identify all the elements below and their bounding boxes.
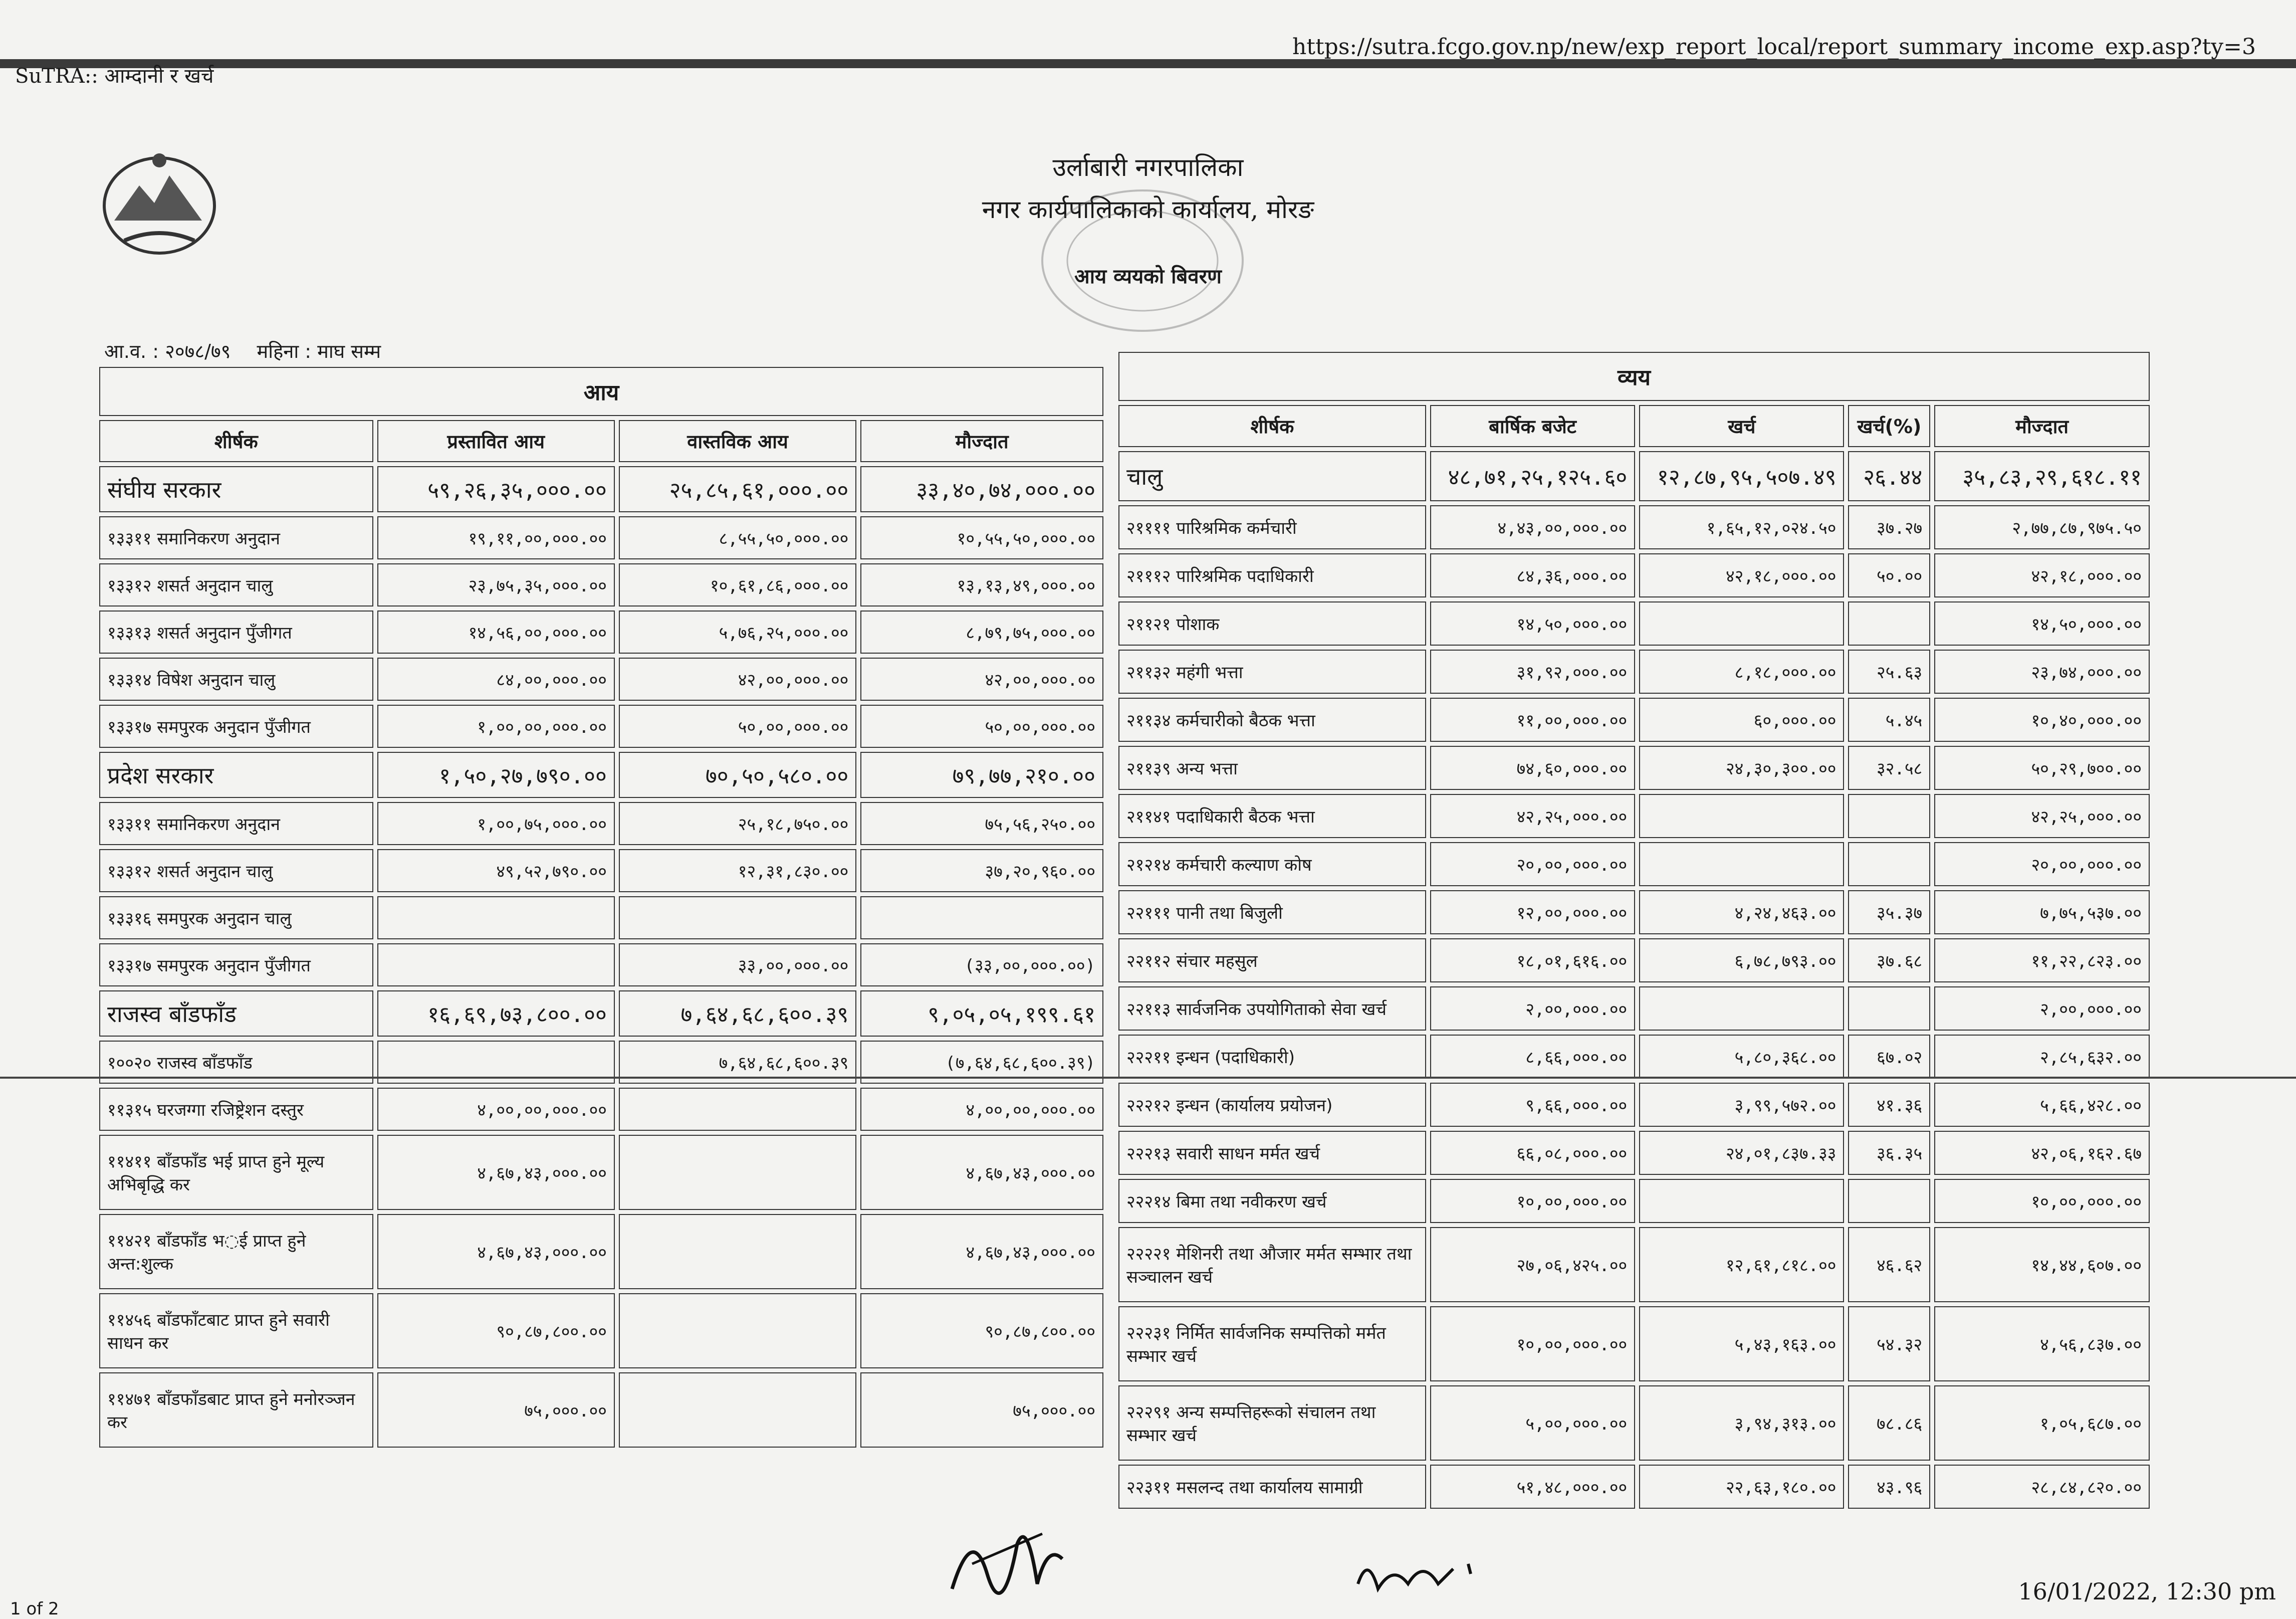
income-row-balance: (३३,००,०००.००) bbox=[860, 943, 1103, 986]
office-stamp-icon bbox=[1032, 180, 1253, 341]
expense-group-row bbox=[1118, 451, 2150, 501]
income-row-actual: १०,६१,८६,०००.०० bbox=[619, 563, 856, 606]
income-row-actual: २५,१८,७५०.०० bbox=[619, 802, 856, 845]
expense-row-pct: ४३.९६ bbox=[1848, 1465, 1930, 1509]
expense-row bbox=[1118, 1227, 2150, 1302]
expense-row-spent: ६,७८,७९३.०० bbox=[1639, 938, 1844, 982]
expense-row-pct bbox=[1848, 601, 1930, 646]
expense-row-pct bbox=[1848, 1179, 1930, 1223]
expense-row-budget: १४,५०,०००.०० bbox=[1430, 601, 1635, 646]
expense-row-budget: ४२,२५,०००.०० bbox=[1430, 794, 1635, 838]
report-title: आय व्ययको बिवरण bbox=[1074, 265, 1222, 288]
expense-row bbox=[1118, 890, 2150, 934]
scan-crease-line bbox=[0, 1077, 2296, 1079]
expense-row-title: २११४१ पदाधिकारी बैठक भत्ता bbox=[1118, 794, 1426, 838]
income-row-title: १००२० राजस्व बाँडफाँड bbox=[99, 1041, 373, 1084]
expense-row-spent: ३,९९,५७२.०० bbox=[1639, 1083, 1844, 1127]
income-row-actual: २५,८५,६१,०००.०० bbox=[619, 466, 856, 512]
signature-2 bbox=[1353, 1549, 1483, 1604]
scan-top-bar bbox=[0, 59, 2296, 68]
expense-row-pct: ४१.३६ bbox=[1848, 1083, 1930, 1127]
income-row bbox=[99, 1214, 1103, 1289]
expense-col-title: शीर्षक bbox=[1118, 405, 1426, 447]
income-row-balance: ४,००,००,०००.०० bbox=[860, 1088, 1103, 1131]
income-row bbox=[99, 516, 1103, 559]
income-row bbox=[99, 705, 1103, 748]
income-row-title: संघीय सरकार bbox=[99, 466, 373, 512]
income-row-proposed: ४,६७,४३,०००.०० bbox=[377, 1135, 615, 1210]
expense-row-title: २१११२ पारिश्रमिक पदाधिकारी bbox=[1118, 553, 1426, 597]
expense-row bbox=[1118, 794, 2150, 838]
income-row-proposed: १,००,००,०००.०० bbox=[377, 705, 615, 748]
expense-table bbox=[1114, 348, 2154, 1513]
income-row-balance: ३७,२०,९६०.०० bbox=[860, 849, 1103, 892]
income-row-actual: ७०,५०,५८०.०० bbox=[619, 752, 856, 798]
expense-row-balance: २,००,०००.०० bbox=[1934, 986, 2150, 1031]
income-row-actual bbox=[619, 896, 856, 939]
income-row-proposed: २३,७५,३५,०००.०० bbox=[377, 563, 615, 606]
expense-row-spent: ४२,१८,०००.०० bbox=[1639, 553, 1844, 597]
expense-row-pct: ५०.०० bbox=[1848, 553, 1930, 597]
income-row-actual: ४२,००,०००.०० bbox=[619, 658, 856, 701]
expense-row-spent: १,६५,१२,०२४.५० bbox=[1639, 505, 1844, 549]
expense-row-spent: ८,१८,०००.०० bbox=[1639, 650, 1844, 694]
fiscal-year: आ.व. : २०७८/७९ bbox=[104, 340, 231, 362]
income-row-proposed bbox=[377, 896, 615, 939]
expense-row-pct: ५.४५ bbox=[1848, 698, 1930, 742]
expense-row-budget: ८,६६,०००.०० bbox=[1430, 1035, 1635, 1079]
income-row-title: ११३१५ घरजग्गा रजिष्ट्रेशन दस्तुर bbox=[99, 1088, 373, 1131]
header-url: https://sutra.fcgo.gov.np/new/exp_report_local/report_summary_income_exp.asp?ty=3 bbox=[1292, 34, 2256, 60]
expense-row bbox=[1118, 1385, 2150, 1461]
income-row bbox=[99, 896, 1103, 939]
expense-row-spent: १२,८७,९५,५०७.४९ bbox=[1639, 451, 1844, 501]
income-row-balance: ७५,५६,२५०.०० bbox=[860, 802, 1103, 845]
income-row-actual bbox=[619, 1372, 856, 1448]
expense-row bbox=[1118, 1306, 2150, 1381]
expense-row-balance: १४,४४,६०७.०० bbox=[1934, 1227, 2150, 1302]
header-left-text: SuTRA:: आम्दानी र खर्च bbox=[15, 65, 214, 88]
income-row-title: १३३१७ समपुरक अनुदान पुँजीगत bbox=[99, 705, 373, 748]
expense-row-pct: ४६.६२ bbox=[1848, 1227, 1930, 1302]
expense-row bbox=[1118, 553, 2150, 597]
expense-row bbox=[1118, 1083, 2150, 1127]
expense-row bbox=[1118, 601, 2150, 646]
income-row-balance: ९,०५,०५,१९९.६१ bbox=[860, 990, 1103, 1037]
expense-row-title: २२२१३ सवारी साधन मर्मत खर्च bbox=[1118, 1131, 1426, 1175]
income-row bbox=[99, 802, 1103, 845]
expense-row-spent: ४,२४,४६३.०० bbox=[1639, 890, 1844, 934]
income-group-row bbox=[99, 466, 1103, 512]
income-row-title: ११४२१ बाँडफाँड भ◌ई प्राप्त हुने अन्त:शुल्क bbox=[99, 1214, 373, 1289]
expense-row-budget: ९,६६,०००.०० bbox=[1430, 1083, 1635, 1127]
income-row-proposed: ८४,००,०००.०० bbox=[377, 658, 615, 701]
expense-row bbox=[1118, 746, 2150, 790]
income-row-title: १३३१२ शसर्त अनुदान चालु bbox=[99, 563, 373, 606]
expense-row-spent: ६०,०००.०० bbox=[1639, 698, 1844, 742]
expense-row-title: २२११२ संचार महसुल bbox=[1118, 938, 1426, 982]
expense-row bbox=[1118, 1179, 2150, 1223]
expense-row-title: २२१११ पानी तथा बिजुली bbox=[1118, 890, 1426, 934]
income-row-actual: ७,६४,६८,६००.३९ bbox=[619, 1041, 856, 1084]
income-row-title: १३३१७ समपुरक अनुदान पुँजीगत bbox=[99, 943, 373, 986]
income-row bbox=[99, 943, 1103, 986]
income-row bbox=[99, 1088, 1103, 1131]
expense-row-spent: २४,०१,८३७.३३ bbox=[1639, 1131, 1844, 1175]
income-row-proposed: १९,११,००,०००.०० bbox=[377, 516, 615, 559]
income-row-balance: ३३,४०,७४,०००.०० bbox=[860, 466, 1103, 512]
income-row-proposed: ४,६७,४३,०००.०० bbox=[377, 1214, 615, 1289]
expense-row-pct: ३५.३७ bbox=[1848, 890, 1930, 934]
income-row-proposed: १४,५६,००,०००.०० bbox=[377, 611, 615, 654]
income-row-actual bbox=[619, 1214, 856, 1289]
expense-row-budget: २,००,०००.०० bbox=[1430, 986, 1635, 1031]
income-col-actual: वास्तविक आय bbox=[619, 420, 856, 462]
fiscal-info bbox=[104, 338, 401, 364]
income-row-title: राजस्व बाँडफाँड bbox=[99, 990, 373, 1037]
income-row-title: १३३१६ समपुरक अनुदान चालु bbox=[99, 896, 373, 939]
expense-row-pct: ३२.५८ bbox=[1848, 746, 1930, 790]
expense-row-budget: ४,४३,००,०००.०० bbox=[1430, 505, 1635, 549]
expense-row-balance: २८,८४,८२०.०० bbox=[1934, 1465, 2150, 1509]
income-row-actual bbox=[619, 1088, 856, 1131]
expense-row-balance: ४२,२५,०००.०० bbox=[1934, 794, 2150, 838]
expense-row-title: २१२१४ कर्मचारी कल्याण कोष bbox=[1118, 842, 1426, 886]
expense-row-balance: १०,००,०००.०० bbox=[1934, 1179, 2150, 1223]
income-col-balance: मौज्दात bbox=[860, 420, 1103, 462]
income-row bbox=[99, 1372, 1103, 1448]
expense-row-budget: १०,००,०००.०० bbox=[1430, 1306, 1635, 1381]
income-row-balance: ७५,०००.०० bbox=[860, 1372, 1103, 1448]
expense-row-budget: १२,००,०००.०० bbox=[1430, 890, 1635, 934]
income-row-actual bbox=[619, 1135, 856, 1210]
expense-row-pct bbox=[1848, 794, 1930, 838]
income-row-title: प्रदेश सरकार bbox=[99, 752, 373, 798]
income-row-balance: ४,६७,४३,०००.०० bbox=[860, 1135, 1103, 1210]
expense-row-spent: ३,९४,३१३.०० bbox=[1639, 1385, 1844, 1461]
expense-row-title: २२३११ मसलन्द तथा कार्यालय सामाग्री bbox=[1118, 1465, 1426, 1509]
expense-row-balance: १०,४०,०००.०० bbox=[1934, 698, 2150, 742]
income-row-proposed: १,५०,२७,७९०.०० bbox=[377, 752, 615, 798]
income-row-balance: ८,७९,७५,०००.०० bbox=[860, 611, 1103, 654]
income-row-balance: ४,६७,४३,०००.०० bbox=[860, 1214, 1103, 1289]
income-row-balance: (७,६४,६८,६००.३९) bbox=[860, 1041, 1103, 1084]
expense-row-balance: ५०,२९,७००.०० bbox=[1934, 746, 2150, 790]
income-group-row bbox=[99, 990, 1103, 1037]
expense-row-balance: ११,२२,८२३.०० bbox=[1934, 938, 2150, 982]
signature-1 bbox=[942, 1514, 1072, 1609]
expense-row-budget: १०,००,०००.०० bbox=[1430, 1179, 1635, 1223]
income-row-proposed: १६,६९,७३,८००.०० bbox=[377, 990, 615, 1037]
expense-row-balance: २०,००,०००.०० bbox=[1934, 842, 2150, 886]
expense-row-spent bbox=[1639, 601, 1844, 646]
expense-row-title: २२११३ सार्वजनिक उपयोगिताको सेवा खर्च bbox=[1118, 986, 1426, 1031]
income-row-title: १३३१४ विषेश अनुदान चालु bbox=[99, 658, 373, 701]
income-row-actual bbox=[619, 1293, 856, 1368]
income-row-title: ११४५६ बाँडफाँटबाट प्राप्त हुने सवारी साधन कर bbox=[99, 1293, 373, 1368]
income-table bbox=[95, 363, 1107, 1452]
expense-row-balance: १,०५,६८७.०० bbox=[1934, 1385, 2150, 1461]
expense-col-spent: खर्च bbox=[1639, 405, 1844, 447]
expense-row bbox=[1118, 842, 2150, 886]
print-datetime: 16/01/2022, 12:30 pm bbox=[2018, 1578, 2276, 1605]
expense-row-pct: ३७.६८ bbox=[1848, 938, 1930, 982]
income-row-balance: ७९,७७,२१०.०० bbox=[860, 752, 1103, 798]
expense-row-title: चालु bbox=[1118, 451, 1426, 501]
expense-row-pct: ५४.३२ bbox=[1848, 1306, 1930, 1381]
income-caption: आय bbox=[99, 367, 1103, 416]
expense-row-pct: २५.६३ bbox=[1848, 650, 1930, 694]
expense-row bbox=[1118, 1465, 2150, 1509]
income-group-row bbox=[99, 752, 1103, 798]
expense-row-budget: ८४,३६,०००.०० bbox=[1430, 553, 1635, 597]
expense-row-balance: २,८५,६३२.०० bbox=[1934, 1035, 2150, 1079]
expense-row-budget: ५१,४८,०००.०० bbox=[1430, 1465, 1635, 1509]
expense-row-title: २११३२ महंगी भत्ता bbox=[1118, 650, 1426, 694]
expense-row-pct: ३७.२७ bbox=[1848, 505, 1930, 549]
expense-row-budget: ११,००,०००.०० bbox=[1430, 698, 1635, 742]
expense-row-budget: ३१,९२,०००.०० bbox=[1430, 650, 1635, 694]
expense-row-title: २२२११ इन्धन (पदाधिकारी) bbox=[1118, 1035, 1426, 1079]
expense-row-title: २११११ पारिश्रमिक कर्मचारी bbox=[1118, 505, 1426, 549]
expense-row-balance: ४२,०६,१६२.६७ bbox=[1934, 1131, 2150, 1175]
income-row-proposed: १,००,७५,०००.०० bbox=[377, 802, 615, 845]
expense-row-spent bbox=[1639, 1179, 1844, 1223]
income-row-actual: ३३,००,०००.०० bbox=[619, 943, 856, 986]
income-row bbox=[99, 563, 1103, 606]
income-col-proposed: प्रस्तावित आय bbox=[377, 420, 615, 462]
income-row-balance: १०,५५,५०,०००.०० bbox=[860, 516, 1103, 559]
expense-row-title: २११३४ कर्मचारीको बैठक भत्ता bbox=[1118, 698, 1426, 742]
income-row-proposed: ४९,५२,७९०.०० bbox=[377, 849, 615, 892]
income-row bbox=[99, 611, 1103, 654]
expense-row-spent: २२,६३,१८०.०० bbox=[1639, 1465, 1844, 1509]
income-row bbox=[99, 849, 1103, 892]
expense-row-balance: २३,७४,०००.०० bbox=[1934, 650, 2150, 694]
expense-row-title: २२२१२ इन्धन (कार्यालय प्रयोजन) bbox=[1118, 1083, 1426, 1127]
income-row bbox=[99, 1293, 1103, 1368]
expense-row-pct: ७८.८६ bbox=[1848, 1385, 1930, 1461]
office-name: नगर कार्यपालिकाको कार्यालय, मोरङ bbox=[982, 195, 1314, 224]
income-row-proposed: ९०,८७,८००.०० bbox=[377, 1293, 615, 1368]
expense-row-budget: ५,००,०००.०० bbox=[1430, 1385, 1635, 1461]
expense-col-balance: मौज्दात bbox=[1934, 405, 2150, 447]
expense-row-balance: ५,६६,४२८.०० bbox=[1934, 1083, 2150, 1127]
expense-row-pct: ६७.०२ bbox=[1848, 1035, 1930, 1079]
expense-row-title: २११२१ पोशाक bbox=[1118, 601, 1426, 646]
expense-row-pct bbox=[1848, 986, 1930, 1031]
expense-row-spent: २४,३०,३००.०० bbox=[1639, 746, 1844, 790]
expense-row-title: २२२३१ निर्मित सार्वजनिक सम्पत्तिको मर्मत सम्भार खर्च bbox=[1118, 1306, 1426, 1381]
expense-col-pct: खर्च(%) bbox=[1848, 405, 1930, 447]
page-number: 1 of 2 bbox=[10, 1599, 59, 1619]
expense-row-budget: २०,००,०००.०० bbox=[1430, 842, 1635, 886]
expense-row-balance: १४,५०,०००.०० bbox=[1934, 601, 2150, 646]
expense-caption: व्यय bbox=[1118, 352, 2150, 401]
income-row-title: ११४७१ बाँडफाँडबाट प्राप्त हुने मनोरञ्जन कर bbox=[99, 1372, 373, 1448]
expense-row-pct: ३६.३५ bbox=[1848, 1131, 1930, 1175]
income-row-title: ११४११ बाँडफाँड भई प्राप्त हुने मूल्य अभिबृद्धि कर bbox=[99, 1135, 373, 1210]
expense-row-balance: ७,७५,५३७.०० bbox=[1934, 890, 2150, 934]
expense-row-balance: ३५,८३,२९,६१८.११ bbox=[1934, 451, 2150, 501]
expense-row bbox=[1118, 1131, 2150, 1175]
income-row-actual: १२,३१,८३०.०० bbox=[619, 849, 856, 892]
expense-row-title: २२२९१ अन्य सम्पत्तिहरूको संचालन तथा सम्भार खर्च bbox=[1118, 1385, 1426, 1461]
expense-row-budget: ७४,६०,०००.०० bbox=[1430, 746, 1635, 790]
expense-row-budget: १८,०१,६१६.०० bbox=[1430, 938, 1635, 982]
income-row-title: १३३१३ शसर्त अनुदान पुँजीगत bbox=[99, 611, 373, 654]
income-row-title: १३३११ समानिकरण अनुदान bbox=[99, 516, 373, 559]
fiscal-month: महिना : माघ सम्म bbox=[257, 340, 381, 362]
income-col-title: शीर्षक bbox=[99, 420, 373, 462]
expense-row-budget: २७,०६,४२५.०० bbox=[1430, 1227, 1635, 1302]
expense-row bbox=[1118, 938, 2150, 982]
income-row-balance bbox=[860, 896, 1103, 939]
expense-row-title: २२२२१ मेशिनरी तथा औजार मर्मत सम्भार तथा सञ्चालन खर्च bbox=[1118, 1227, 1426, 1302]
income-row-proposed: ७५,०००.०० bbox=[377, 1372, 615, 1448]
expense-row-title: २२२१४ बिमा तथा नवीकरण खर्च bbox=[1118, 1179, 1426, 1223]
income-row bbox=[99, 658, 1103, 701]
income-row-balance: ९०,८७,८००.०० bbox=[860, 1293, 1103, 1368]
expense-row-spent bbox=[1639, 986, 1844, 1031]
expense-row bbox=[1118, 698, 2150, 742]
income-row-actual: ८,५५,५०,०००.०० bbox=[619, 516, 856, 559]
expense-row-balance: २,७७,८७,९७५.५० bbox=[1934, 505, 2150, 549]
org-name: उर्लाबारी नगरपालिका bbox=[1052, 153, 1244, 182]
expense-row-spent bbox=[1639, 842, 1844, 886]
expense-row-spent: ५,८०,३६८.०० bbox=[1639, 1035, 1844, 1079]
income-row-proposed bbox=[377, 943, 615, 986]
expense-row-pct: २६.४४ bbox=[1848, 451, 1930, 501]
expense-row-budget: ६६,०८,०००.०० bbox=[1430, 1131, 1635, 1175]
income-row-proposed: ५९,२६,३५,०००.०० bbox=[377, 466, 615, 512]
income-row-title: १३३१२ शसर्त अनुदान चालु bbox=[99, 849, 373, 892]
income-row-proposed: ४,००,००,०००.०० bbox=[377, 1088, 615, 1131]
expense-row bbox=[1118, 986, 2150, 1031]
expense-row bbox=[1118, 505, 2150, 549]
expense-row-balance: ४,५६,८३७.०० bbox=[1934, 1306, 2150, 1381]
income-row-balance: १३,१३,४९,०००.०० bbox=[860, 563, 1103, 606]
income-row-actual: ५,७६,२५,०००.०० bbox=[619, 611, 856, 654]
expense-col-budget: बार्षिक बजेट bbox=[1430, 405, 1635, 447]
income-row bbox=[99, 1135, 1103, 1210]
income-row-balance: ५०,००,०००.०० bbox=[860, 705, 1103, 748]
expense-row-title: २११३९ अन्य भत्ता bbox=[1118, 746, 1426, 790]
income-row-balance: ४२,००,०००.०० bbox=[860, 658, 1103, 701]
expense-row-spent bbox=[1639, 794, 1844, 838]
income-row-actual: ५०,००,०००.०० bbox=[619, 705, 856, 748]
expense-row-spent: ५,४३,१६३.०० bbox=[1639, 1306, 1844, 1381]
expense-row-balance: ४२,१८,०००.०० bbox=[1934, 553, 2150, 597]
expense-row-pct bbox=[1848, 842, 1930, 886]
expense-row bbox=[1118, 1035, 2150, 1079]
expense-row-spent: १२,६१,८१८.०० bbox=[1639, 1227, 1844, 1302]
income-row-actual: ७,६४,६८,६००.३९ bbox=[619, 990, 856, 1037]
expense-row bbox=[1118, 650, 2150, 694]
expense-row-budget: ४८,७१,२५,१२५.६० bbox=[1430, 451, 1635, 501]
income-row-title: १३३११ समानिकरण अनुदान bbox=[99, 802, 373, 845]
